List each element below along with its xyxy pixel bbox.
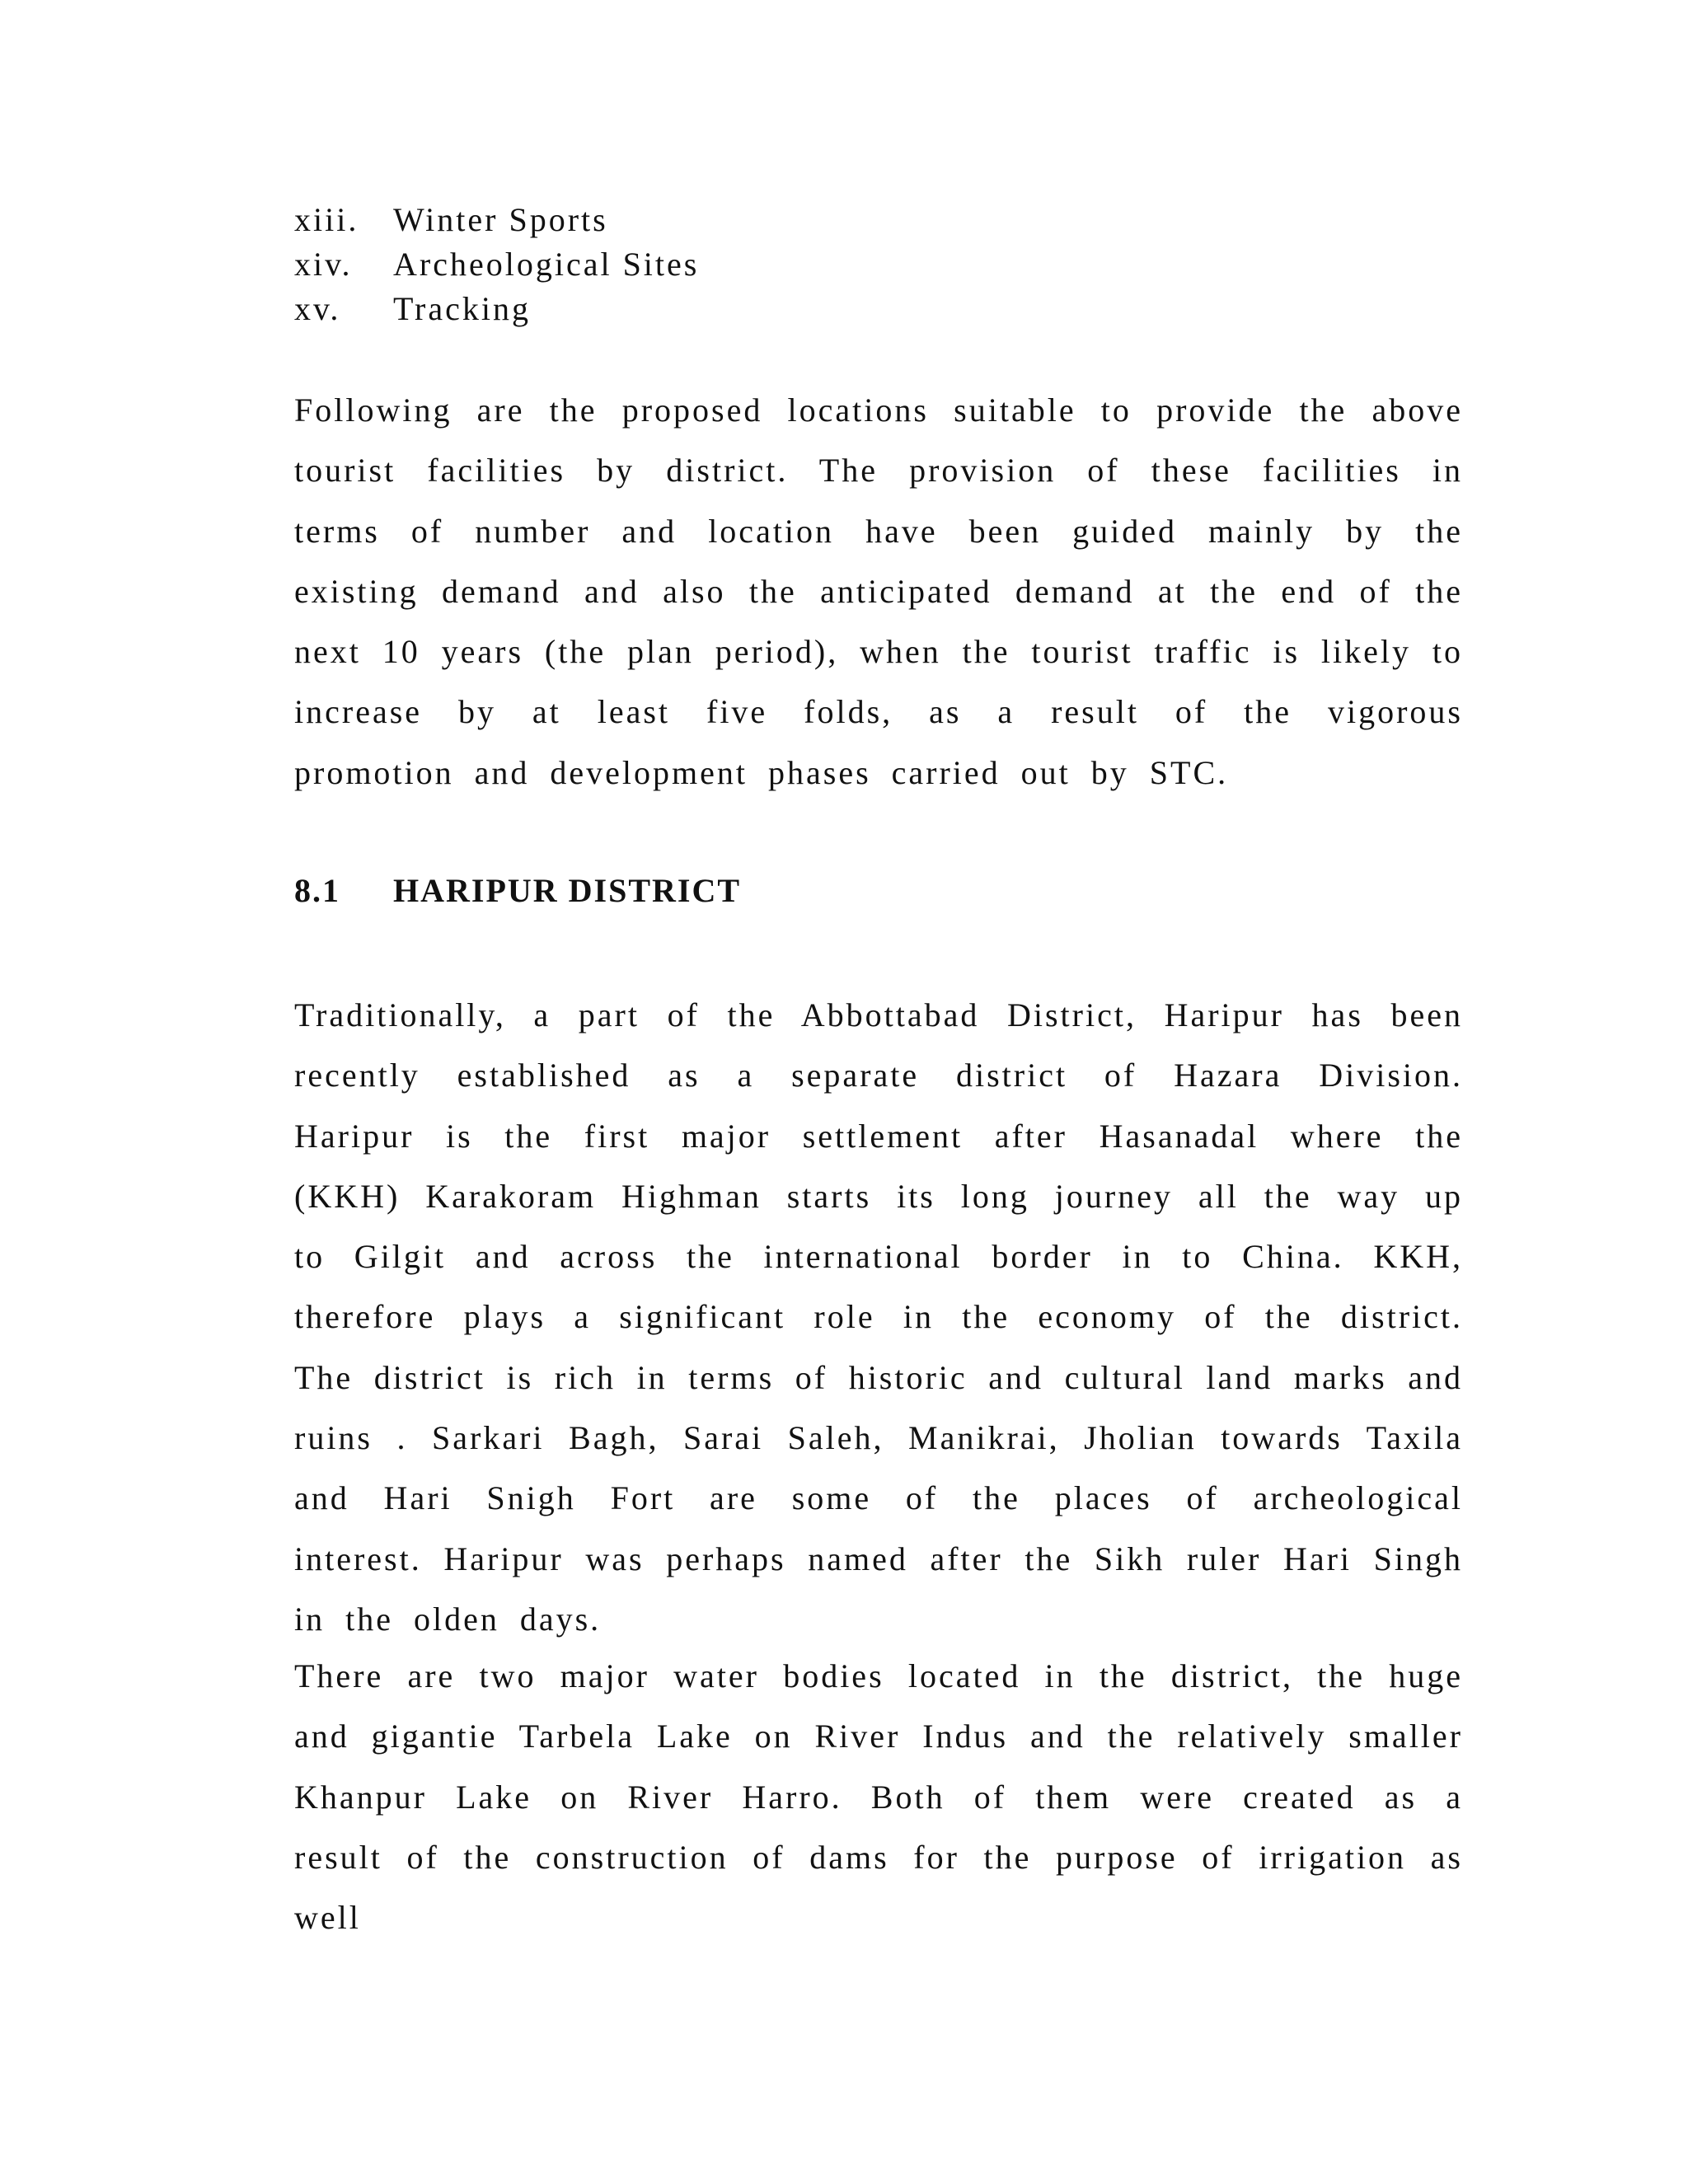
list-item-number: xv. <box>294 290 341 327</box>
list-item <box>294 287 1448 331</box>
list-item-label: Winter Sports <box>393 201 608 238</box>
section-heading <box>294 869 1448 913</box>
haripur-paragraph: Traditionally, a part of the Abbottabad District, Haripur has been recently established as a separate district of Hazara Division. Haripur is the first major settlement after Hasanadal where the (KKH) Karakoram Highman starts its long journey all the way up to Gilgit and across the international border in to China. KKH, therefore plays a significant role in the economy of the district. The district is rich in terms of historic and cultural land marks and ruins . Sarkari Bagh, Sarai Saleh, Manikrai, Jholian towards Taxila and Hari Snigh Fort are some of the places of archeological interest. Haripur was perhaps named after the Sikh ruler Hari Singh in the olden days. <box>294 996 1463 1638</box>
list-item-label: Archeological Sites <box>393 246 700 283</box>
list-item-number: xiii. <box>294 201 359 238</box>
list-item <box>294 242 1448 287</box>
section-title: HARIPUR DISTRICT <box>393 872 742 909</box>
list-item-label: Tracking <box>393 290 531 327</box>
activity-list <box>294 198 1448 331</box>
list-item <box>294 198 1448 242</box>
section-number: 8.1 <box>294 872 340 909</box>
intro-paragraph: Following are the proposed locations suitable to provide the above tourist facilities by district. The provision of these facilities in terms of number and location have been guided mainly by the existing demand and also the anticipated demand at the end of the next 10 years (the plan period), when the tourist traffic is likely to increase by at least five folds, as a result of the vigorous promotion and development phases carried out by STC. <box>294 391 1463 791</box>
list-item-number: xiv. <box>294 246 353 283</box>
water-bodies-paragraph: There are two major water bodies located in the district, the huge and gigantie Tarbela Lake on River Indus and the relatively smaller Khanpur Lake on River Harro. Both of them were created as a result of the construction of dams for the purpose of irrigation as well <box>294 1657 1463 1937</box>
